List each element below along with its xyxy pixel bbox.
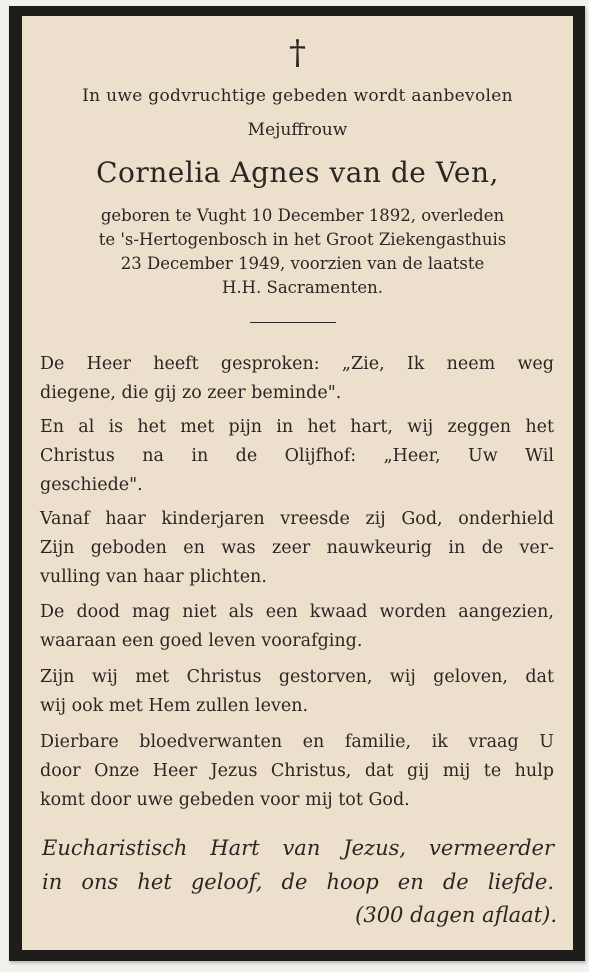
biography (52, 204, 553, 300)
paragraph-6 (40, 728, 554, 815)
text-line: diegene, die gij zo zeer beminde". (40, 383, 342, 403)
indulgence-note: (300 dagen aflaat). (355, 903, 557, 927)
bio-line: te 's-Hertogenbosch in het Groot Ziekengasthuis (98, 230, 507, 249)
paragraph-2 (40, 413, 554, 500)
paragraph-4 (40, 598, 554, 656)
text-line: Dierbare bloedverwanten en familie, ik vraag U (40, 732, 554, 752)
bio-line: H.H. Sacramenten. (222, 278, 383, 297)
text-line: vulling van haar plichten. (40, 567, 267, 587)
prayer (42, 831, 554, 899)
text-line: De dood mag niet als een kwaad worden aangezien, (40, 602, 554, 622)
memorial-card (22, 16, 573, 950)
paragraph-3 (40, 505, 554, 592)
text-line: En al is het met pijn in het hart, wij zeggen het (40, 417, 554, 437)
deceased-name: Cornelia Agnes van de Ven, (96, 156, 499, 189)
prayer-line: Eucharistisch Hart van Jezus, vermeerder (42, 836, 554, 860)
divider (250, 322, 336, 323)
paragraph-1 (40, 350, 554, 408)
text-line: Vanaf haar kinderjaren vreesde zij God, onderhield (40, 509, 554, 529)
text-line: wij ook met Hem zullen leven. (40, 696, 309, 716)
prayer-line: in ons het geloof, de hoop en de liefde. (42, 870, 554, 894)
text-line: geschiede". (40, 475, 143, 495)
paragraph-5 (40, 663, 554, 721)
text-line: Christus na in de Olijfhof: „Heer, Uw Wil (40, 446, 554, 466)
text-line: waaraan een goed leven voorafging. (40, 631, 363, 651)
honorific: Mejuffrouw (247, 120, 348, 140)
text-line: komt door uwe gebeden voor mij tot God. (40, 790, 410, 810)
text-line: De Heer heeft gesproken: „Zie, Ik neem weg (40, 354, 554, 374)
text-line: Zijn geboden en was zeer nauwkeurig in de ver- (40, 538, 554, 558)
text-line: Zijn wij met Christus gestorven, wij geloven, dat (40, 667, 554, 687)
bio-line: 23 December 1949, voorzien van de laatste (120, 254, 485, 273)
intro-line: In uwe godvruchtige gebeden wordt aanbevolen (82, 86, 513, 106)
text-line: door Onze Heer Jezus Christus, dat gij mij te hulp (40, 761, 554, 781)
cross-icon: † (289, 33, 306, 73)
bio-line: geboren te Vught 10 December 1892, overleden (100, 206, 505, 225)
